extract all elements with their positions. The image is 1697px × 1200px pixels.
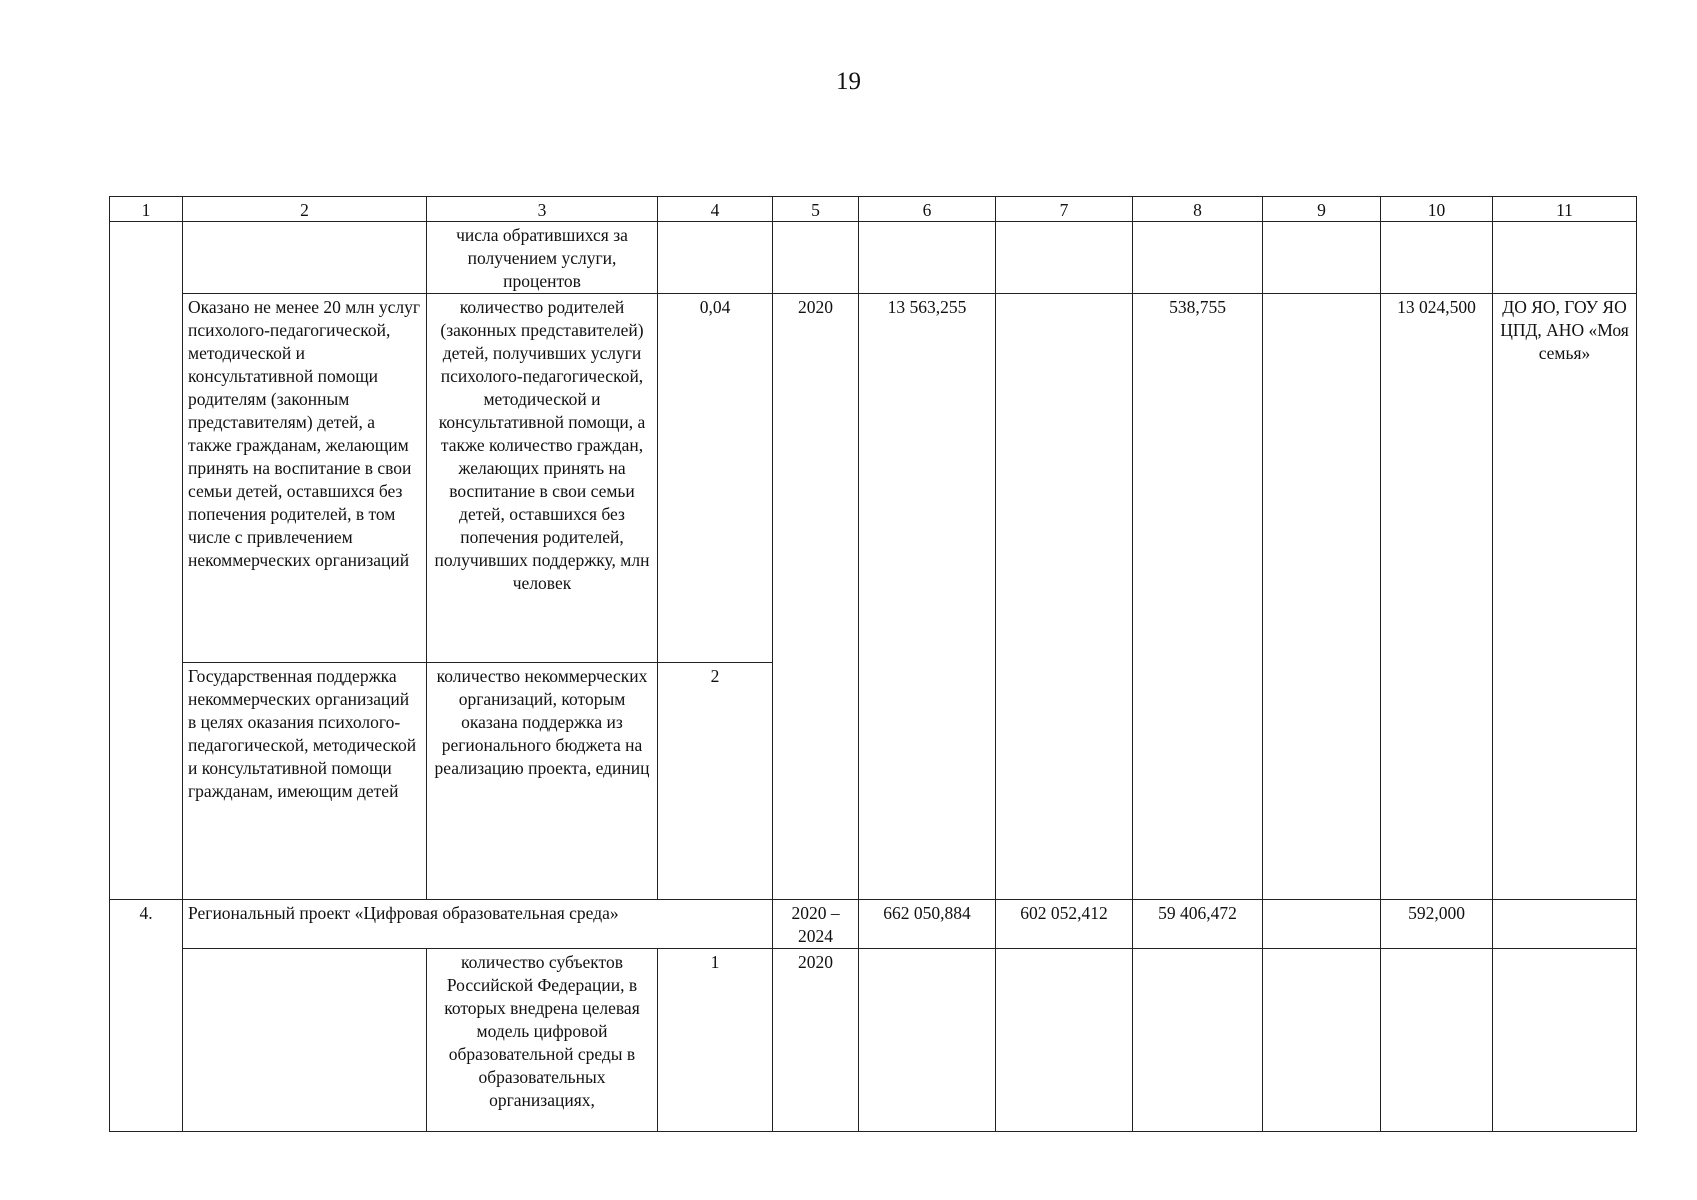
project-4-total: 662 050,884 [859,900,996,949]
table-row-result-c [110,949,1637,1132]
result-a-indicator: количество родителей (законных представителей) детей, получивших услуги психолого-педагогической, методической и консультативной помощи, а также количество граждан, желающих принять на воспитание в свои семьи детей, оставшихся без попечения родителей, получивших поддержку, млн человек [427,294,658,663]
result-c-col10 [1381,949,1493,1132]
header-col-3: 3 [427,197,658,222]
project-4-executors [1493,900,1637,949]
program-table [109,196,1637,1132]
continuation-col10 [1381,222,1493,294]
continuation-col4 [658,222,773,294]
continuation-col6 [859,222,996,294]
result-a-local [1263,294,1381,900]
continuation-col2 [183,222,427,294]
continuation-col11 [1493,222,1637,294]
table-row-continuation [110,222,1637,294]
header-col-11: 11 [1493,197,1637,222]
result-c-year: 2020 [773,949,859,1132]
result-c-col11 [1493,949,1637,1132]
header-col-2: 2 [183,197,427,222]
table-row-result-a [110,294,1637,663]
result-c-col7 [996,949,1133,1132]
continuation-col5 [773,222,859,294]
table-row-project-4 [110,900,1637,949]
project-4-title: Региональный проект «Цифровая образовательная среда» [183,900,773,949]
header-col-5: 5 [773,197,859,222]
result-a-value: 0,04 [658,294,773,663]
project-4-extrabudget: 592,000 [1381,900,1493,949]
header-col-4: 4 [658,197,773,222]
result-c-value: 1 [658,949,773,1132]
continuation-col7 [996,222,1133,294]
result-a-year: 2020 [773,294,859,900]
continuation-col9 [1263,222,1381,294]
header-col-6: 6 [859,197,996,222]
project-4-years: 2020 – 2024 [773,900,859,949]
page-number: 19 [836,68,861,95]
project-4-federal: 602 052,412 [996,900,1133,949]
header-col-10: 10 [1381,197,1493,222]
result-c-indicator: количество субъектов Российской Федерации, в которых внедрена целевая модель цифровой образовательной среды в образовательных организациях, [427,949,658,1132]
continuation-col8 [1133,222,1263,294]
result-b-value: 2 [658,663,773,900]
header-col-7: 7 [996,197,1133,222]
header-row [110,197,1637,222]
result-c-col6 [859,949,996,1132]
result-b-description: Государственная поддержка некоммерческих организаций в целях оказания психолого-педагогической, методической и консультативной помощи гражданам, имеющим детей [183,663,427,900]
result-a-extrabudget: 13 024,500 [1381,294,1493,900]
result-a-executors: ДО ЯО, ГОУ ЯО ЦПД, АНО «Моя семья» [1493,294,1637,900]
result-a-regional: 538,755 [1133,294,1263,900]
result-c-col9 [1263,949,1381,1132]
result-a-total: 13 563,255 [859,294,996,900]
project-4-regional: 59 406,472 [1133,900,1263,949]
result-c-col8 [1133,949,1263,1132]
row-number-cell [110,222,183,900]
continuation-indicator: числа обратившихся за получением услуги, процентов [427,222,658,294]
header-col-9: 9 [1263,197,1381,222]
result-c-description [183,949,427,1132]
project-4-number: 4. [110,900,183,1132]
result-a-description: Оказано не менее 20 млн услуг психолого-педагогической, методической и консультативной помощи родителям (законным представителям) детей, а также гражданам, желающим принять на воспитание в свои семьи детей, оставшихся без попечения родителей, в том числе с привлечением некоммерческих организаций [183,294,427,663]
project-4-local [1263,900,1381,949]
result-a-federal [996,294,1133,900]
result-b-indicator: количество некоммерческих организаций, которым оказана поддержка из регионального бюджета на реализацию проекта, единиц [427,663,658,900]
header-col-1: 1 [110,197,183,222]
header-col-8: 8 [1133,197,1263,222]
